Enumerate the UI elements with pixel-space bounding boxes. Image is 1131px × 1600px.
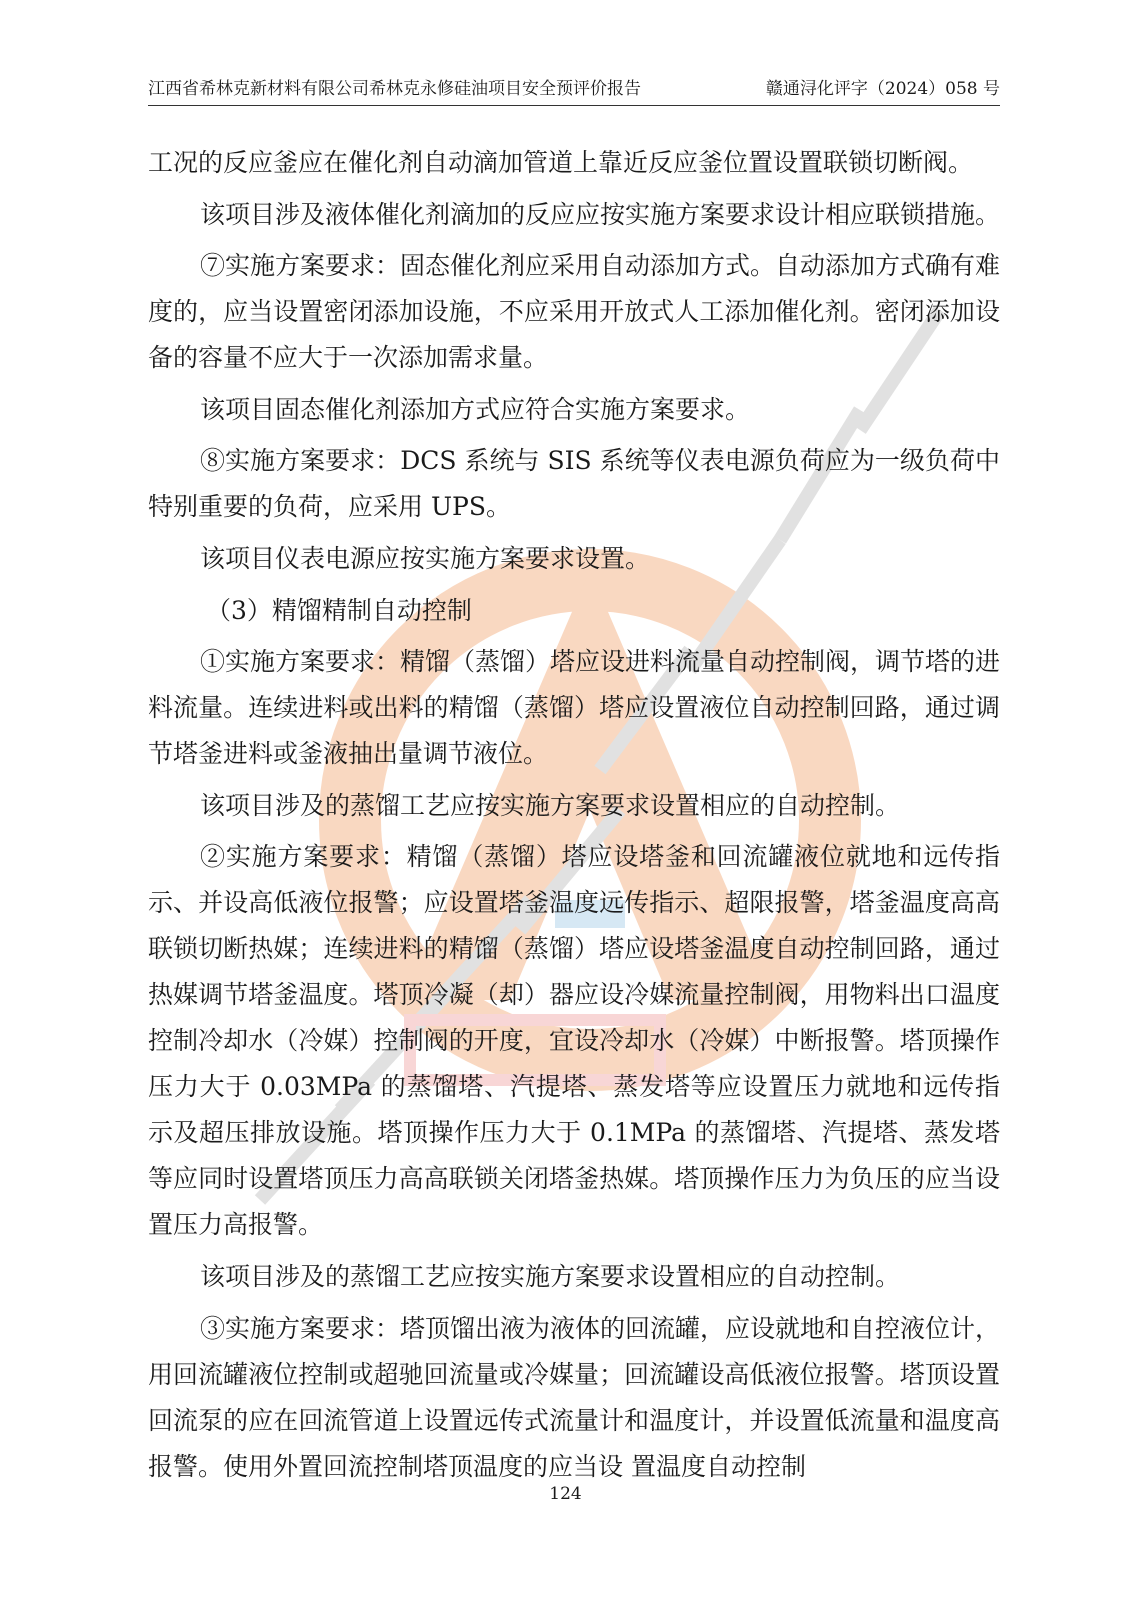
section-heading: （3）精馏精制自动控制: [206, 595, 472, 625]
page-number: 124: [549, 1484, 582, 1504]
paragraph: ⑦实施方案要求：固态催化剂应采用自动添加方式。自动添加方式确有难度的，应当设置密闭添加设施，不应采用开放式人工添加催化剂。密闭添加设备的容量不应大于一次添加需求量。: [148, 251, 1001, 373]
paragraph: ⑧实施方案要求：DCS 系统与 SIS 系统等仪表电源负荷应为一级负荷中特别重要的负荷，应采用 UPS。: [148, 446, 1000, 522]
document-body: [148, 140, 1000, 1495]
paragraph: 该项目涉及的蒸馏工艺应按实施方案要求设置相应的自动控制。: [200, 790, 901, 820]
page-header: [148, 76, 1000, 106]
header-report-title: 江西省希林克新材料有限公司希林克永修硅油项目安全预评价报告: [148, 79, 641, 99]
paragraph: ③实施方案要求：塔顶馏出液为液体的回流罐，应设就地和自控液位计，用回流罐液位控制或超驰回流量或冷媒量；回流罐设高低液位报警。塔顶设置回流泵的应在回流管道上设置远传式流量计和温度计，并设置低流量和温度高报警。使用外置回流控制塔顶温度的应当设 置温度自动控制: [148, 1313, 1001, 1481]
paragraph: 该项目仪表电源应按实施方案要求设置。: [200, 543, 651, 573]
paragraph: 该项目固态催化剂添加方式应符合实施方案要求。: [200, 394, 751, 424]
header-report-number: 赣通浔化评字（2024）058 号: [765, 79, 1000, 99]
paragraph: ①实施方案要求：精馏（蒸馏）塔应设进料流量自动控制阀，调节塔的进料流量。连续进料或出料的精馏（蒸馏）塔应设置液位自动控制回路，通过调节塔釜进料或釜液抽出量调节液位。: [148, 647, 1001, 769]
paragraph: 该项目涉及的蒸馏工艺应按实施方案要求设置相应的自动控制。: [200, 1261, 901, 1291]
paragraph: ②实施方案要求：精馏（蒸馏）塔应设塔釜和回流罐液位就地和远传指示、并设高低液位报警；应设置塔釜温度远传指示、超限报警，塔釜温度高高联锁切断热媒；连续进料的精馏（蒸馏）塔应设塔釜温度自动控制回路，通过热媒调节塔釜温度。塔顶冷凝（却）器应设冷媒流量控制阀，用物料出口温度控制冷却水（冷媒）控制阀的开度，宜设冷却水（冷媒）中断报警。塔顶操作压力大于 0.03MPa 的蒸馏塔、汽提塔、蒸发塔等应设置压力就地和远传指示及超压排放设施。塔顶操作压力大于 0.1MPa 的蒸馏塔、汽提塔、蒸发塔等应同时设置塔顶压力高高联锁关闭塔釜热媒。塔顶操作压力为负压的应当设置压力高报警。: [148, 842, 1000, 1240]
paragraph: 工况的反应釜应在催化剂自动滴加管道上靠近反应釜位置设置联锁切断阀。: [148, 148, 974, 177]
paragraph: 该项目涉及液体催化剂滴加的反应应按实施方案要求设计相应联锁措施。: [200, 199, 1001, 229]
